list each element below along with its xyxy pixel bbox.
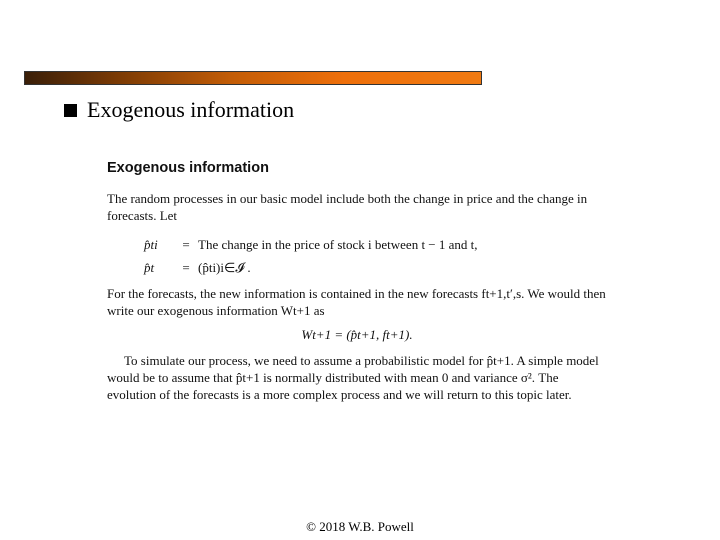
square-bullet-icon: [64, 104, 77, 117]
forecast-paragraph: For the forecasts, the new information is contained in the new forecasts ft+1,t′,s. We would then write our exogenous information Wt+1 as: [107, 286, 606, 318]
equation-operator: =: [182, 260, 190, 275]
simulation-paragraph: To simulate our process, we need to assume a probabilistic model for p̂t+1. A simple model would be to assume that p̂t+1 is normally distributed with mean 0 and variance σ². The evolution of the forecasts is a more complex process and we will return to this topic later.: [107, 353, 599, 402]
equation-rhs: The change in the price of stock i between t − 1 and t,: [198, 237, 478, 252]
copyright-footer: © 2018 W.B. Powell: [306, 519, 414, 534]
intro-paragraph: The random processes in our basic model include both the change in price and the change in forecasts. Let: [107, 191, 588, 223]
title-accent-bar: [24, 71, 482, 85]
bullet-text: Exogenous information: [87, 97, 295, 122]
excerpt-heading: Exogenous information: [107, 160, 269, 176]
equation-lhs: p̂t: [144, 260, 155, 275]
book-excerpt: [107, 160, 607, 403]
slide-bullet: [64, 96, 294, 124]
equation-row: [144, 256, 607, 279]
equation-rhs: (p̂ti)i∈𝓘 .: [198, 260, 251, 275]
equation-row: [144, 233, 607, 256]
centered-equation: Wt+1 = (p̂t+1, ft+1).: [301, 327, 413, 342]
equation-lhs: p̂ti: [144, 237, 158, 252]
equation-operator: =: [182, 237, 190, 252]
definition-equations: [144, 233, 607, 279]
